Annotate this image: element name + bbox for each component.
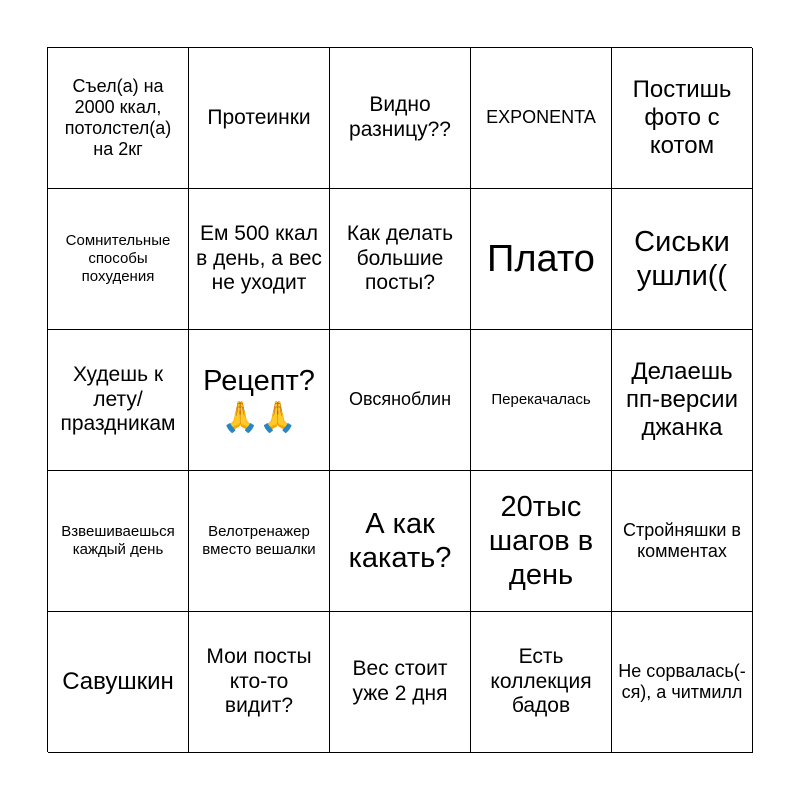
bingo-cell[interactable] bbox=[612, 189, 753, 330]
bingo-cell[interactable] bbox=[48, 612, 189, 753]
bingo-cell[interactable] bbox=[189, 471, 330, 612]
folded-hands-icon: 🙏🙏 bbox=[221, 401, 297, 435]
bingo-cell-text: Перекачалась bbox=[491, 391, 591, 409]
bingo-cell-center[interactable] bbox=[189, 330, 330, 471]
bingo-cell-text: Ем 500 ккал в день, а вес не уходит bbox=[196, 221, 322, 295]
bingo-cell-text: Овсяноблин bbox=[348, 389, 452, 410]
bingo-cell-text: Взвешиваешься каждый день bbox=[61, 523, 175, 558]
bingo-cell-text: Видно разницу?? bbox=[349, 93, 451, 141]
bingo-cell[interactable] bbox=[471, 189, 612, 330]
bingo-cell-text: А как какать? bbox=[348, 507, 452, 574]
bingo-cell-text: Мои посты кто-то видит? bbox=[206, 644, 312, 718]
bingo-cell[interactable] bbox=[471, 330, 612, 471]
bingo-cell-text: Сомнительные способы похудения bbox=[65, 232, 171, 285]
bingo-cell-text: EXPONENTA bbox=[486, 107, 596, 128]
bingo-cell-text: Сиськи ушли(( bbox=[634, 225, 730, 292]
bingo-cell[interactable] bbox=[471, 471, 612, 612]
bingo-cell[interactable] bbox=[189, 189, 330, 330]
bingo-cell[interactable] bbox=[330, 330, 471, 471]
bingo-cell[interactable] bbox=[48, 189, 189, 330]
bingo-cell-text: Стройняшки в комментах bbox=[623, 519, 741, 561]
bingo-cell-text: Савушкин bbox=[62, 667, 174, 695]
bingo-cell-text: Есть коллекция бадов bbox=[490, 644, 592, 718]
bingo-cell-text: 20тыс шагов в день bbox=[488, 490, 594, 592]
bingo-cell[interactable] bbox=[330, 471, 471, 612]
bingo-cell-text: Рецепт? bbox=[203, 365, 315, 398]
bingo-cell-text: Велотренажер вместо вешалки bbox=[202, 523, 316, 558]
bingo-cell[interactable] bbox=[48, 471, 189, 612]
bingo-cell[interactable] bbox=[471, 48, 612, 189]
bingo-cell-text: Худешь к лету/ праздникам bbox=[60, 362, 176, 436]
bingo-cell-text: Постишь фото с котом bbox=[632, 75, 732, 160]
bingo-cell[interactable] bbox=[612, 330, 753, 471]
bingo-cell-text: Съел(а) на 2000 ккал, потолстел(а) на 2кг bbox=[64, 75, 172, 160]
bingo-cell[interactable] bbox=[48, 330, 189, 471]
bingo-cell[interactable] bbox=[189, 612, 330, 753]
bingo-board bbox=[47, 47, 752, 752]
bingo-cell[interactable] bbox=[330, 189, 471, 330]
bingo-cell[interactable] bbox=[330, 48, 471, 189]
bingo-cell[interactable] bbox=[471, 612, 612, 753]
bingo-cell[interactable] bbox=[612, 48, 753, 189]
bingo-cell[interactable] bbox=[330, 612, 471, 753]
bingo-cell-text: Делаешь пп-версии джанка bbox=[626, 357, 738, 442]
bingo-cell-text: Не сорвалась(-ся), а читмилл bbox=[618, 660, 746, 702]
bingo-cell-text: Протеинки bbox=[207, 105, 311, 129]
bingo-cell[interactable] bbox=[48, 48, 189, 189]
bingo-cell[interactable] bbox=[612, 471, 753, 612]
bingo-cell[interactable] bbox=[189, 48, 330, 189]
bingo-cell-text: Вес стоит уже 2 дня bbox=[352, 657, 448, 705]
bingo-cell-text: Плато bbox=[487, 237, 595, 280]
bingo-cell[interactable] bbox=[612, 612, 753, 753]
bingo-cell-text: Как делать большие посты? bbox=[346, 221, 454, 295]
